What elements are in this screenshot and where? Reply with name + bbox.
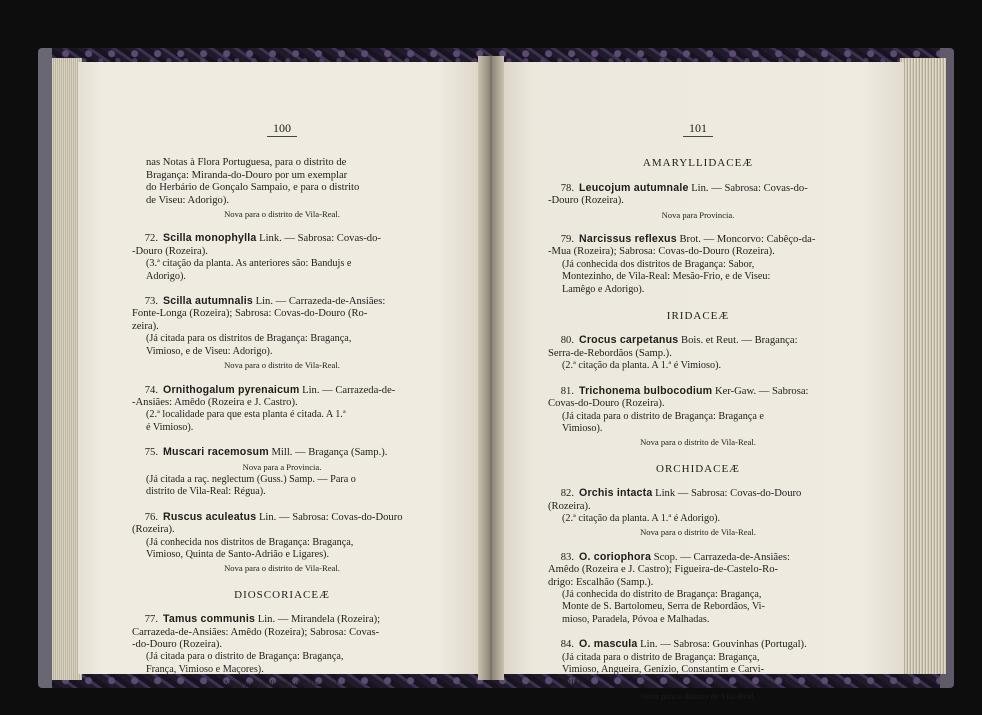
species-name: Tamus communis (163, 613, 256, 626)
entry-text: Mill. — Bragança (Samp.). (268, 447, 388, 459)
entry-text: Link. — Sabrosa: Covas-do- (256, 233, 381, 245)
entry-text: Lin. — Carrazeda-de- (299, 384, 396, 396)
entry-number: 73. (144, 296, 158, 308)
entry-note: (Já conhecida do distrito de Bragança: Bragança, (562, 588, 762, 600)
entry-note: (Já conhecida nos distritos de Bragança: Bragança, (146, 536, 354, 548)
entry-number: 77. (144, 614, 158, 626)
entry-note: Adorigo). (146, 270, 186, 282)
family-heading: AMARYLLIDACEÆ (642, 157, 754, 170)
species-name: Ruscus aculeatus (163, 510, 257, 523)
entry-text: Lin. — Sabrosa: Covas-do-Douro (256, 511, 403, 523)
entry-line: Covas-do-Douro (Rozeira). (548, 398, 665, 410)
entry-line: -Douro (Rozeira). (132, 245, 208, 257)
entry-first-line (548, 551, 848, 564)
entry-line: Serra-de-Rebordãos (Samp.). (548, 347, 672, 359)
entry-line: drigo: Escalhão (Samp.). (548, 576, 654, 588)
species-name: Leucojum autumnale (579, 181, 689, 194)
family-heading: ORCHIDACEÆ (656, 462, 740, 475)
entry-note: Monte de S. Bartolomeu, Serra de Rebordãos, Vi- (562, 601, 765, 613)
intro-line: nas Notas à Flora Portuguesa, para o distrito de (146, 157, 347, 169)
intro-line: do Herbário de Gonçalo Sampaio, e para o distrito (146, 182, 360, 194)
nova-note: Nova para o distrito de Vila-Real. (224, 678, 340, 689)
species-name: Ornithogalum pyrenaicum (163, 383, 300, 396)
intro-line: de Viseu: Adorigo). (146, 194, 230, 206)
entry-first-line (132, 446, 432, 459)
entry-note: distrito de Vila-Real: Régua). (146, 486, 266, 498)
species-entry (132, 295, 432, 371)
species-name: Orchis intacta (579, 487, 653, 500)
entry-number: 80. (560, 335, 574, 347)
entry-text: Ker-Gaw. — Sabrosa: (712, 385, 809, 397)
entry-number: 79. (560, 234, 574, 246)
nova-note: Nova para o distrito de Vila-Real. (224, 563, 340, 574)
species-name: O. coriophora (579, 550, 652, 563)
entry-line: -Ansiães: Amêdo (Rozeira e J. Castro). (132, 396, 298, 408)
species-name: Trichonema bulbocodium (579, 384, 713, 397)
right-page-text (548, 122, 848, 703)
entry-line: (Rozeira). (548, 500, 591, 512)
species-name: Scilla autumnalis (163, 295, 253, 308)
book-gutter (478, 56, 504, 680)
entry-first-line (132, 232, 432, 245)
species-entry (548, 233, 848, 296)
entry-note: (Já conhecida dos distritos de Bragança: Sabor, (562, 258, 755, 270)
species-entry (548, 551, 848, 626)
entry-line: Amêdo (Rozeira e J. Castro); Figueira-de-Castelo-Ro- (548, 564, 779, 576)
entry-first-line (548, 638, 848, 651)
page-number: 101 (548, 122, 848, 137)
species-entry (548, 182, 848, 221)
entry-first-line (132, 295, 432, 308)
entry-first-line (132, 384, 432, 397)
entry-note: (Já citada para o distrito de Bragança: Bragança, (146, 651, 344, 663)
nova-note: Nova para o distrito de Vila-Real. (224, 209, 340, 220)
entry-first-line (548, 182, 848, 195)
species-entry (548, 487, 848, 539)
entry-note: (Já citada para o distrito de Bragança: Bragança e (562, 410, 764, 422)
species-name: Muscari racemosum (163, 446, 269, 459)
entry-note: Vimioso, Quinta de Santo-Adrião e Ligares). (146, 548, 330, 560)
species-name: Narcissus reflexus (579, 233, 677, 246)
species-entry (132, 232, 432, 283)
species-entry (132, 613, 432, 689)
entry-number: 76. (144, 511, 158, 523)
entry-text: Scop. — Carrazeda-de-Ansiães: (651, 551, 790, 563)
entry-line: (Rozeira). (132, 524, 175, 536)
entry-first-line (132, 613, 432, 626)
entry-note: Vimioso, Angueira, Genízio, Constantim e Carvi- (562, 664, 764, 675)
entry-line: zeira). (132, 320, 159, 332)
left-page-text (132, 122, 432, 691)
nova-note: Nova para o distrito de Vila-Real. (640, 690, 756, 701)
species-name: O. mascula (579, 638, 638, 651)
page-stack-right (900, 58, 946, 674)
entry-number: 82. (560, 488, 574, 500)
entry-note: (Já citada para os distritos de Bragança: Bragança, (146, 333, 352, 345)
entry-note: (Já citada a raç. neglectum (Guss.) Samp. — Para o (146, 473, 356, 485)
entry-first-line (548, 385, 848, 398)
entry-line: -Mua (Rozeira); Sabrosa: Covas-do-Douro (Rozeira). (548, 246, 775, 258)
entry-note: Lamêgo e Adorigo). (562, 283, 645, 295)
entry-number: 83. (560, 551, 574, 563)
entry-number: 74. (144, 384, 158, 396)
intro-line: Bragança: Miranda-do-Douro por um exemplar (146, 169, 348, 181)
species-entry (132, 446, 432, 499)
page-number: 100 (132, 122, 432, 137)
species-name: Crocus carpetanus (579, 334, 679, 347)
entry-line: -do-Douro (Rozeira). (132, 639, 223, 650)
entry-note: mioso, Paradela, Póvoa e Malhadas. (562, 613, 710, 625)
entry-note: Vimioso). (562, 422, 603, 434)
entry-line: Carrazeda-de-Ansiães: Amêdo (Rozeira); Sabrosa: Covas- (132, 626, 380, 638)
entry-number: 75. (144, 447, 158, 459)
nova-note: Nova para o distrito de Vila-Real. (640, 527, 756, 538)
species-entry (132, 511, 432, 575)
family-heading: DIOSCORIACEÆ (234, 588, 330, 601)
entry-text: Lin. — Carrazeda-de-Ansiães: (252, 296, 386, 308)
nova-note: Nova para o distrito de Vila-Real. (640, 437, 756, 448)
entry-first-line (548, 334, 848, 347)
entry-text: Brot. — Moncorvo: Cabêço-da- (676, 234, 816, 246)
entry-line: Fonte-Longa (Rozeira); Sabrosa: Covas-do-Douro (Ro- (132, 308, 368, 320)
species-entry (132, 384, 432, 435)
entry-note: França, Vimioso e Maçores). (146, 663, 264, 675)
entry-text: Lin. — Sabrosa: Gouvinhas (Portugal). (637, 639, 807, 651)
entry-note: (2.ª localidade para que esta planta é citada. A 1.ª (146, 409, 346, 421)
entry-note: (3.ª citação da planta. As anteriores são: Bandujs e (146, 258, 352, 270)
entry-note: (2.ª citação da planta. A 1.ª é Adorigo). (562, 512, 721, 524)
nova-note: Nova para a Provincia. (242, 461, 322, 472)
entry-note: Vimioso, e de Viseu: Adorigo). (146, 345, 273, 357)
entry-text: Lin. — Sabrosa: Covas-do- (688, 182, 808, 194)
entry-first-line (132, 511, 432, 524)
entry-number: 78. (560, 182, 574, 194)
entry-text: Link — Sabrosa: Covas-do-Douro (652, 488, 802, 500)
nova-note: Nova para Provincia. (661, 209, 735, 220)
family-heading: IRIDACEÆ (666, 310, 730, 323)
entry-line: -Douro (Rozeira). (548, 195, 624, 207)
entry-note: (2.ª citação da planta. A 1.ª é Vimioso). (562, 360, 722, 372)
entry-number: 72. (144, 233, 158, 245)
entry-first-line (548, 233, 848, 246)
entry-number: 84. (560, 639, 574, 651)
entry-note: (Já citada para o distrito de Bragança: Bragança, (562, 651, 760, 663)
entry-first-line (548, 487, 848, 500)
entry-note: Montezinho, de Vila-Real: Mesão-Frio, e de Viseu: (562, 271, 771, 283)
species-entry (548, 638, 848, 702)
entry-text: Bois. et Reut. — Bragança: (678, 335, 798, 347)
nova-note: Nova para o distrito de Vila-Real. (224, 360, 340, 371)
species-name: Scilla monophylla (163, 232, 257, 245)
entry-note: çais). (562, 676, 584, 688)
entry-note: é Vimioso). (146, 421, 194, 433)
species-entry (548, 334, 848, 372)
species-entry (548, 385, 848, 449)
entry-text: Lin. — Mirandela (Rozeira); (255, 614, 381, 626)
cover-edge-left (38, 48, 52, 688)
entry-number: 81. (560, 385, 574, 397)
